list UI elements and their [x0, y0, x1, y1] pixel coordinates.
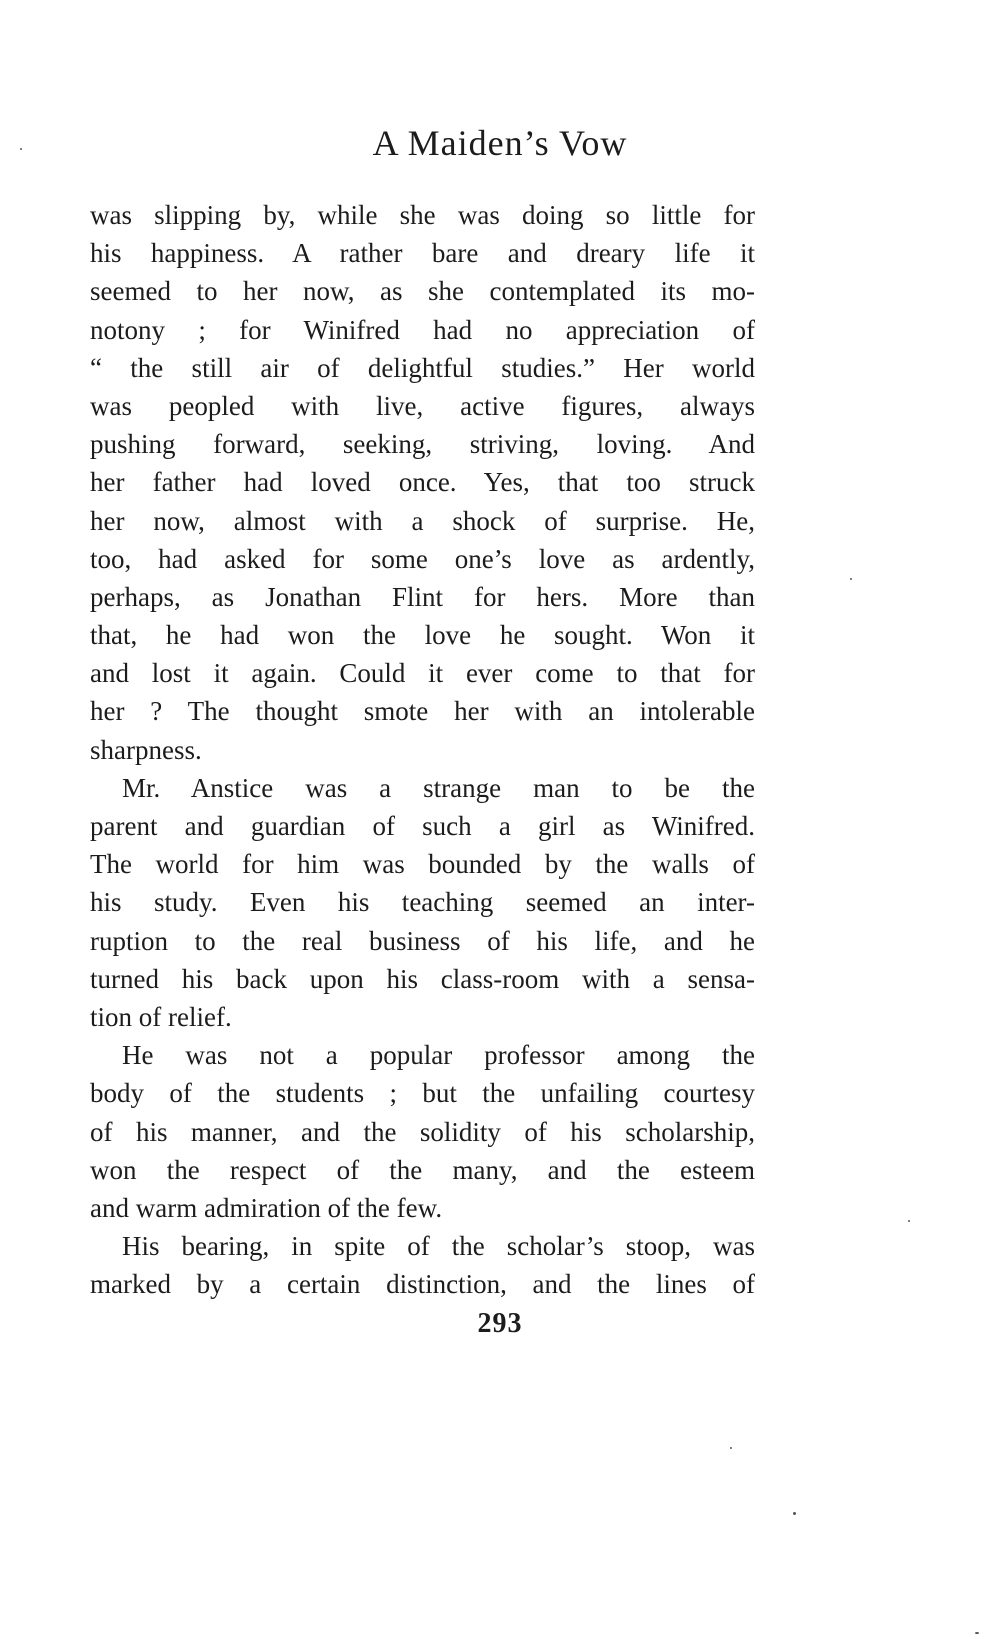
scan-speck	[908, 1220, 910, 1222]
text-line: marked by a certain distinction, and the lines of	[90, 1269, 755, 1300]
text-line: pushing forward, seeking, striving, loving. And	[90, 429, 755, 460]
scan-speck	[793, 1512, 796, 1515]
text-line: tion of relief.	[90, 1001, 232, 1032]
paragraph	[90, 1227, 755, 1303]
paragraph	[90, 196, 755, 769]
text-line: her ? The thought smote her with an intolerable	[90, 696, 755, 727]
text-line: her now, almost with a shock of surprise. He,	[90, 505, 755, 536]
text-line: of his manner, and the solidity of his scholarship,	[90, 1116, 755, 1147]
scan-speck	[975, 1632, 979, 1634]
scan-speck	[20, 148, 22, 150]
page-number: 293	[477, 1308, 523, 1339]
text-line: and warm admiration of the few.	[90, 1192, 443, 1223]
text-line: Mr. Anstice was a strange man to be the	[122, 772, 755, 803]
text-line: notony ; for Winifred had no appreciation of	[90, 314, 755, 345]
text-line: He was not a popular professor among the	[122, 1040, 755, 1071]
text-line: perhaps, as Jonathan Flint for hers. More than	[90, 581, 755, 612]
running-head: A Maiden’s Vow	[372, 123, 628, 163]
text-line: that, he had won the love he sought. Won it	[90, 620, 755, 651]
text-line: his study. Even his teaching seemed an inter-	[90, 887, 755, 918]
text-line: and lost it again. Could it ever come to that for	[90, 658, 755, 689]
paragraph	[90, 769, 755, 1036]
scan-speck	[850, 578, 852, 580]
text-line: His bearing, in spite of the scholar’s stoop, was	[122, 1231, 755, 1262]
text-line: parent and guardian of such a girl as Winifred.	[90, 811, 755, 841]
paragraph	[90, 1036, 755, 1227]
text-line: “ the still air of delightful studies.” Her world	[90, 352, 755, 383]
text-line: was peopled with live, active figures, always	[90, 390, 755, 421]
text-line: seemed to her now, as she contemplated its mo-	[90, 276, 755, 307]
text-line: too, had asked for some one’s love as ardently,	[90, 543, 755, 574]
text-line: won the respect of the many, and the esteem	[90, 1154, 755, 1185]
text-line: body of the students ; but the unfailing courtesy	[90, 1078, 755, 1109]
body-text	[90, 196, 755, 1303]
text-line: was slipping by, while she was doing so little for	[90, 200, 755, 230]
text-line: The world for him was bounded by the walls of	[90, 849, 755, 880]
scan-speck	[730, 1447, 732, 1449]
text-line: her father had loved once. Yes, that too struck	[90, 467, 755, 498]
text-line: turned his back upon his class-room with a sensa-	[90, 963, 755, 994]
text-line: his happiness. A rather bare and dreary life it	[90, 238, 755, 269]
text-line: sharpness.	[90, 734, 202, 765]
text-line: ruption to the real business of his life, and he	[90, 925, 755, 956]
